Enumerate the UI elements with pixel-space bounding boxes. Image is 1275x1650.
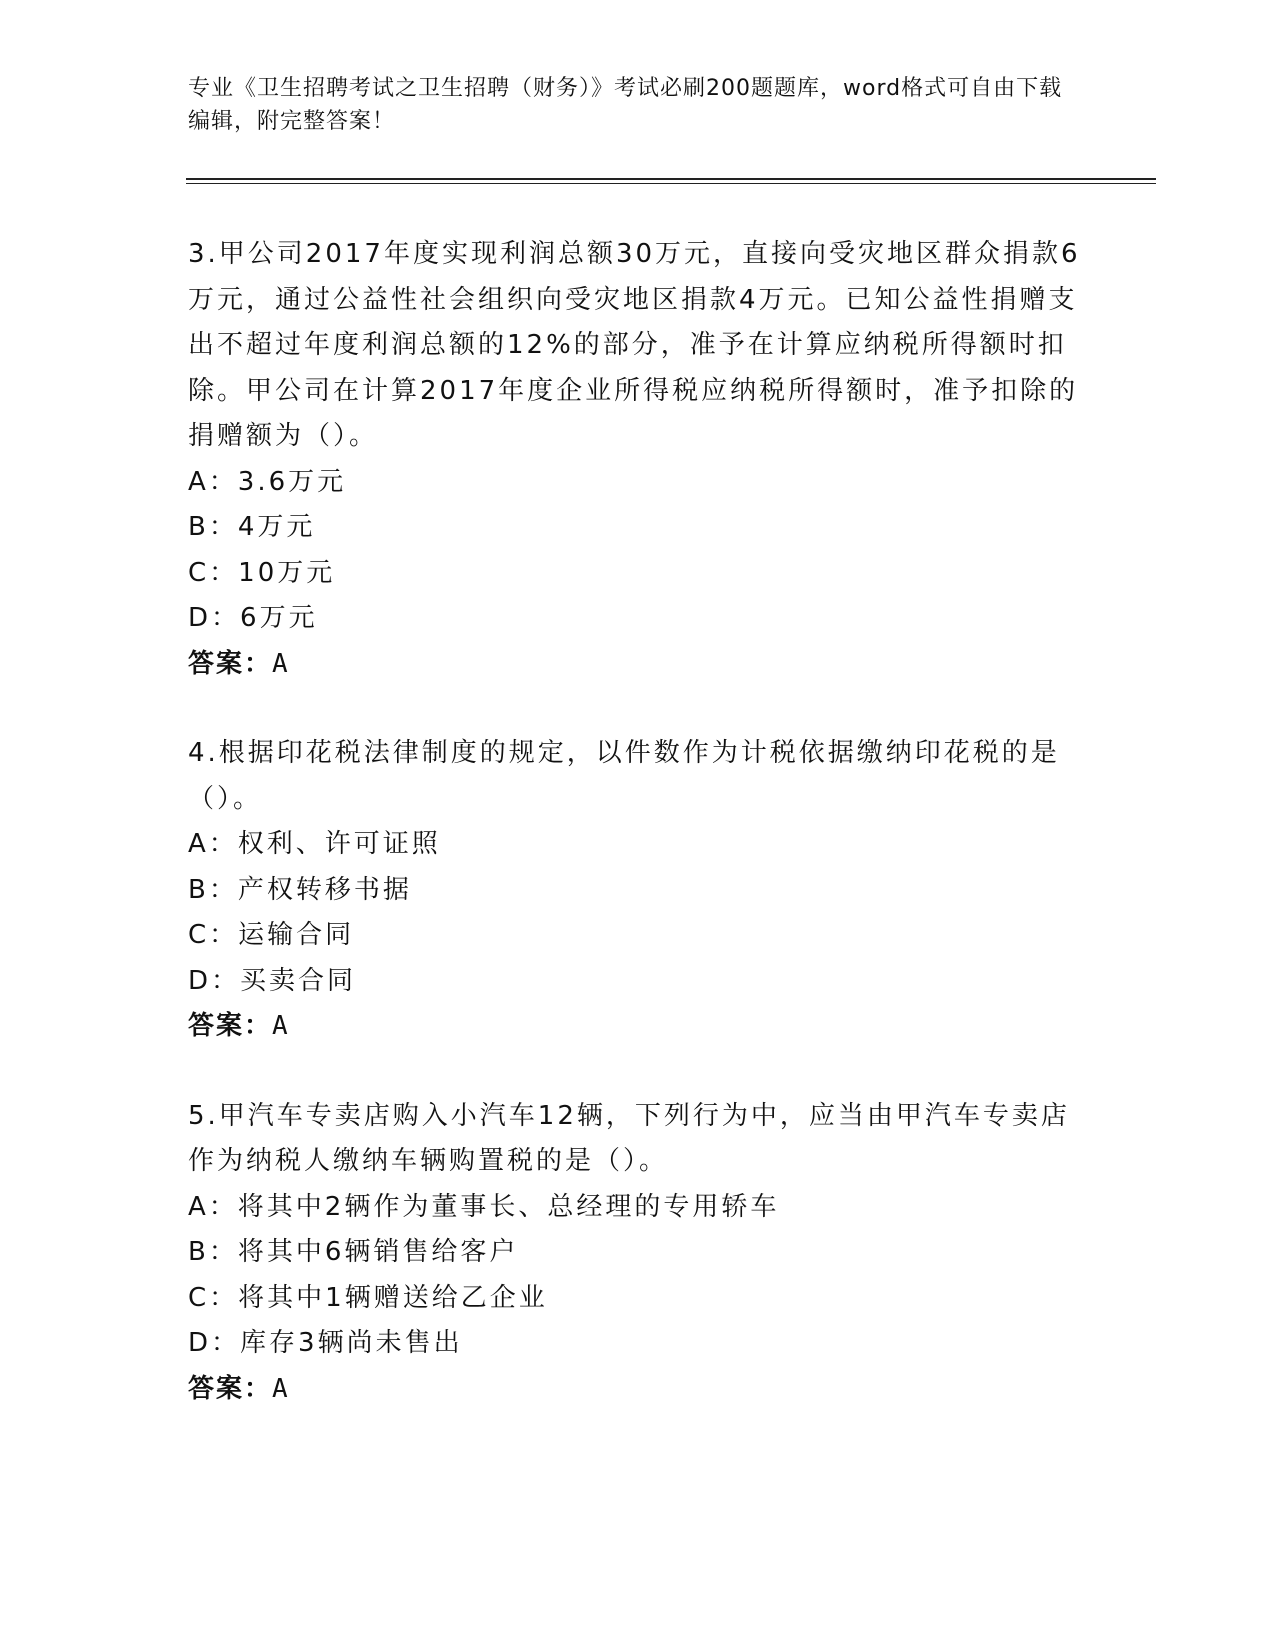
answer-label: 答案： — [188, 648, 273, 679]
option-d: D：库存3辆尚未售出 — [188, 1328, 463, 1358]
question-stem: 4.根据印花税法律制度的规定，以件数作为计税依据缴纳印花税的是（）。 — [188, 738, 1060, 814]
option-c: C：10万元 — [188, 557, 336, 588]
question-4 — [188, 731, 1088, 1050]
answer-label: 答案： — [188, 1011, 273, 1041]
answer-line — [188, 1367, 1088, 1413]
option-c: C：运输合同 — [188, 920, 355, 950]
document-header: 专业《卫生招聘考试之卫生招聘（财务）》考试必刷200题题库，word格式可自由下载编辑，附完整答案！ — [188, 76, 1063, 134]
question-stem: 5.甲汽车专卖店购入小汽车12辆，下列行为中，应当由甲汽车专卖店作为纳税人缴纳车辆购置税的是（）。 — [188, 1100, 1070, 1176]
option-a: A：权利、许可证照 — [188, 829, 441, 859]
option-d: D：6万元 — [188, 603, 318, 633]
option-d: D：买卖合同 — [188, 965, 357, 996]
answer-value: A — [272, 1373, 290, 1404]
option-b: B：4万元 — [188, 512, 316, 542]
question-stem: 3.甲公司2017年度实现利润总额30万元，直接向受灾地区群众捐款6万元，通过公益性社会组织向受灾地区捐款4万元。已知公益性捐赠支出不超过年度利润总额的12%的部分，准予在计算应纳税所得额时扣除。甲公司在计算2017年度企业所得税应纳税所得额时，准予扣除的捐赠额为（）。 — [188, 239, 1081, 451]
questions-list — [188, 232, 1088, 1456]
header-divider-top — [186, 178, 1156, 180]
option-b: B：将其中6辆销售给客户 — [188, 1237, 519, 1267]
answer-line — [188, 642, 1088, 688]
option-c: C：将其中1辆赠送给乙企业 — [188, 1282, 548, 1313]
option-a: A：3.6万元 — [188, 466, 347, 497]
answer-value: A — [272, 1011, 290, 1041]
option-a: A：将其中2辆作为董事长、总经理的专用轿车 — [188, 1191, 780, 1222]
answer-label: 答案： — [188, 1373, 273, 1404]
option-b: B：产权转移书据 — [188, 874, 412, 905]
header-divider-bottom — [186, 183, 1156, 184]
answer-value: A — [272, 648, 290, 679]
question-3 — [188, 232, 1088, 687]
answer-line — [188, 1004, 1088, 1050]
question-5 — [188, 1094, 1088, 1413]
